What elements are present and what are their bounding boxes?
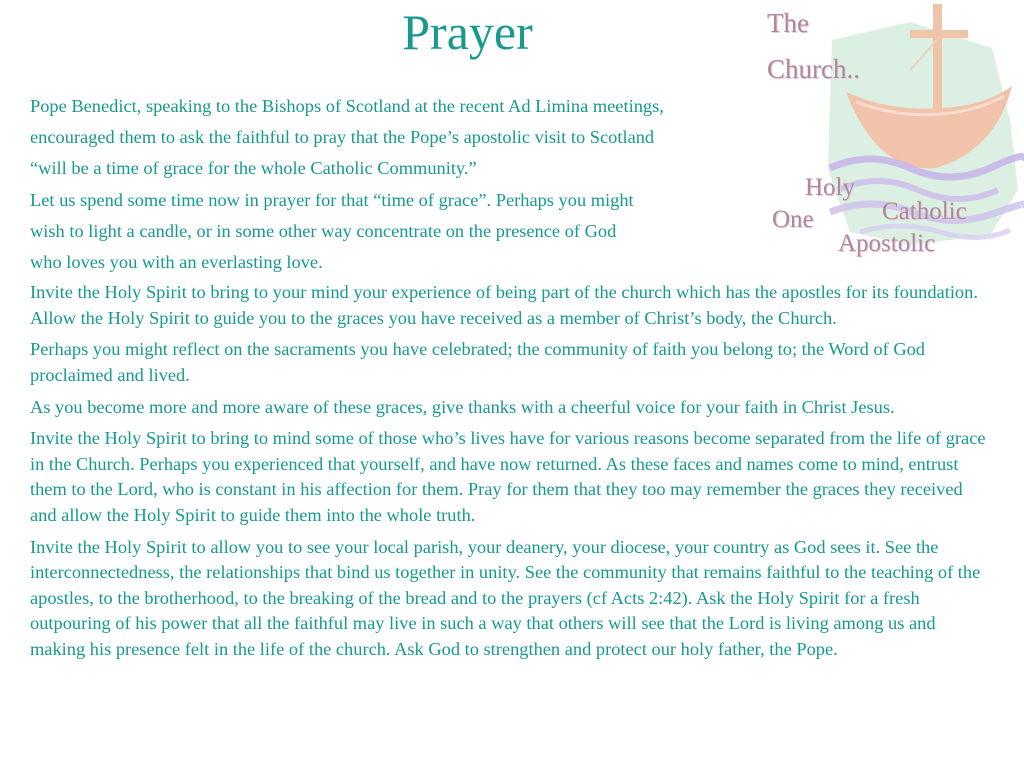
logo-text-the: The: [767, 8, 809, 38]
intro-block: [30, 91, 990, 278]
paragraph: Perhaps you might reflect on the sacraments you have celebrated; the community of faith you belong to; the Word of God proclaimed and lived.: [30, 339, 925, 385]
logo-text-holy: Holy: [805, 174, 855, 201]
logo-text-catholic: Catholic: [882, 198, 967, 225]
logo-text-one: One: [772, 206, 814, 233]
intro-line: Let us spend some time now in prayer for that “time of grace”. Perhaps you might: [30, 189, 634, 210]
intro-line: encouraged them to ask the faithful to pray that the Pope’s apostolic visit to Scotland: [30, 127, 655, 148]
logo-text-church: Church..: [767, 54, 860, 84]
paragraph: Invite the Holy Spirit to bring to mind some of those who’s lives have for various reasons become separated from the life of grace in the Church. Perhaps you experienced that yourself, and have now returned. As these faces and names come to mind, entrust them to the Lord, who is constant in his affection for them. Pray for them that they too may remember the graces they received and allow the Holy Spirit to guide them into the whole truth.: [30, 428, 986, 525]
intro-line: “will be a time of grace for the whole Catholic Community.”: [30, 158, 477, 179]
paragraph: Invite the Holy Spirit to allow you to see your local parish, your deanery, your diocese, your country as God sees it. See the interconnectedness, the relationships that bind us together in unity. See the community that remains faithful to the teaching of the apostles, to the brotherhood, to the breaking of the bread and to the prayers (cf Acts 2:42). Ask the Holy Spirit for a fresh outpouring of his power that all the faithful may live in such a way that others will see that the Lord is living among us and making his presence felt in the life of the church. Ask God to strengthen and protect our holy father, the Pope.: [30, 536, 981, 659]
intro-line: who loves you with an everlasting love.: [30, 252, 323, 273]
page-title: Prayer: [402, 4, 533, 60]
logo-text-apostolic: Apostolic: [838, 230, 936, 257]
intro-line: wish to light a candle, or in some other way concentrate on the presence of God: [30, 220, 617, 241]
prayer-text: [30, 91, 990, 669]
intro-line: Pope Benedict, speaking to the Bishops of Scotland at the recent Ad Limina meetings,: [30, 96, 664, 116]
paragraph: Invite the Holy Spirit to bring to your mind your experience of being part of the church which has the apostles for its foundation. Allow the Holy Spirit to guide you to the graces you have received as a member of Christ’s body, the Church.: [30, 282, 978, 328]
paragraph: As you become more and more aware of these graces, give thanks with a cheerful voice for your faith in Christ Jesus.: [30, 396, 895, 417]
